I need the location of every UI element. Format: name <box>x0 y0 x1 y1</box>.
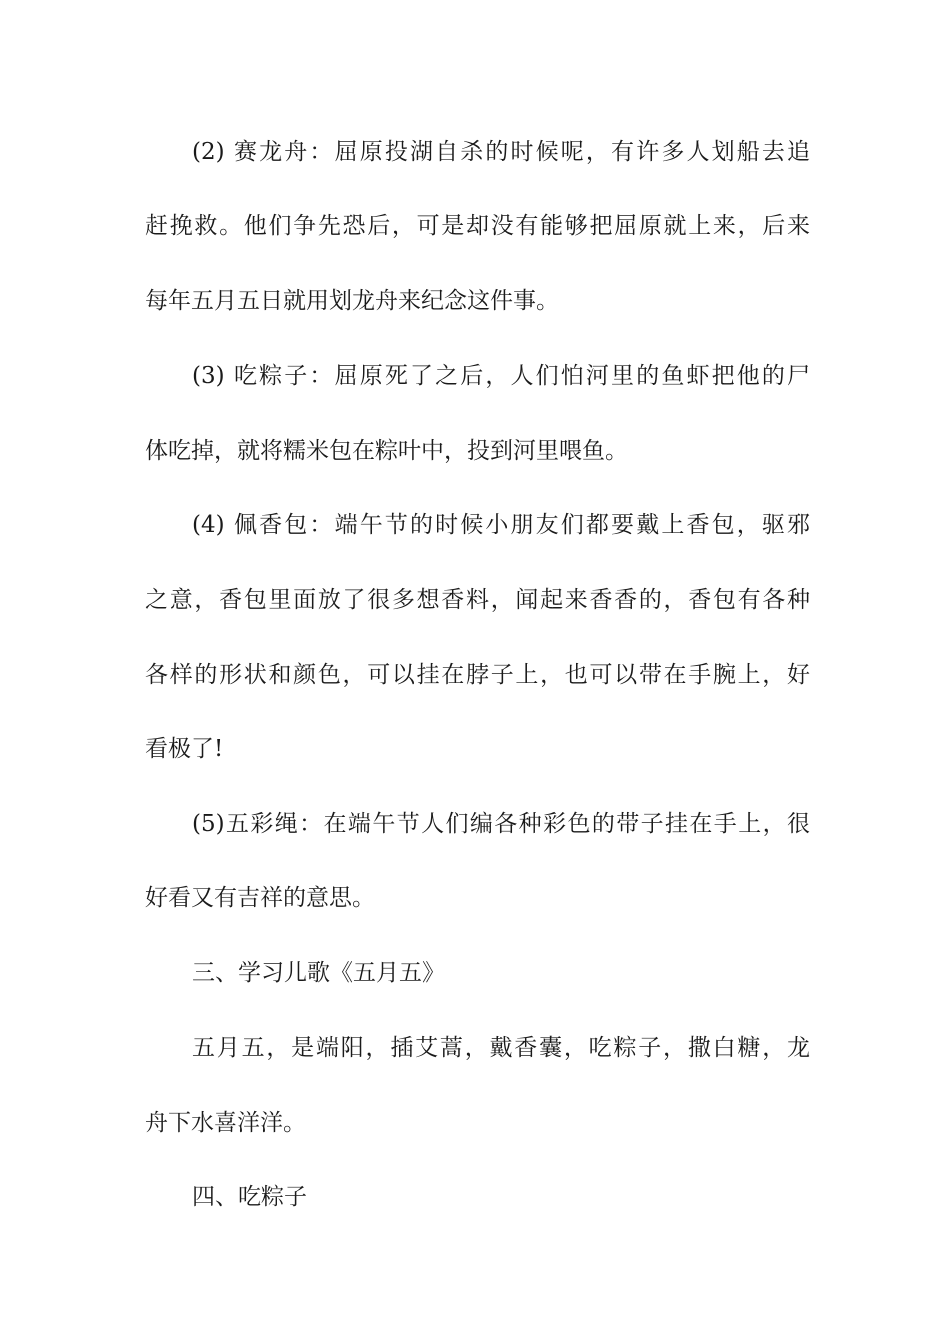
section-heading: 四、吃粽子 <box>192 1184 307 1210</box>
text-line: 好看又有吉祥的意思。 <box>145 885 375 911</box>
text-line: (2) 赛龙舟：屈原投湖自杀的时候呢，有许多人划船去追 <box>192 139 810 165</box>
text-line: 之意，香包里面放了很多想香料，闻起来香香的，香包有各种 <box>145 587 810 613</box>
text-line: (4) 佩香包：端午节的时候小朋友们都要戴上香包，驱邪 <box>192 512 810 538</box>
text-line: (3) 吃粽子：屈原死了之后，人们怕河里的鱼虾把他的尸 <box>192 363 810 389</box>
text-line: 五月五，是端阳，插艾蒿，戴香囊，吃粽子，撒白糖，龙 <box>192 1035 810 1061</box>
text-line: 体吃掉，就将糯米包在粽叶中，投到河里喂鱼。 <box>145 438 628 464</box>
text-line: 赶挽救。他们争先恐后，可是却没有能够把屈原就上来，后来 <box>145 213 810 239</box>
text-line: 各样的形状和颜色，可以挂在脖子上，也可以带在手腕上，好 <box>145 662 810 688</box>
text-line: (5)五彩绳：在端午节人们编各种彩色的带子挂在手上，很 <box>192 811 810 837</box>
text-line: 每年五月五日就用划龙舟来纪念这件事。 <box>145 288 559 314</box>
text-line: 舟下水喜洋洋。 <box>145 1110 306 1136</box>
section-heading: 三、学习儿歌《五月五》 <box>192 960 445 986</box>
text-line: 看极了! <box>145 736 224 762</box>
